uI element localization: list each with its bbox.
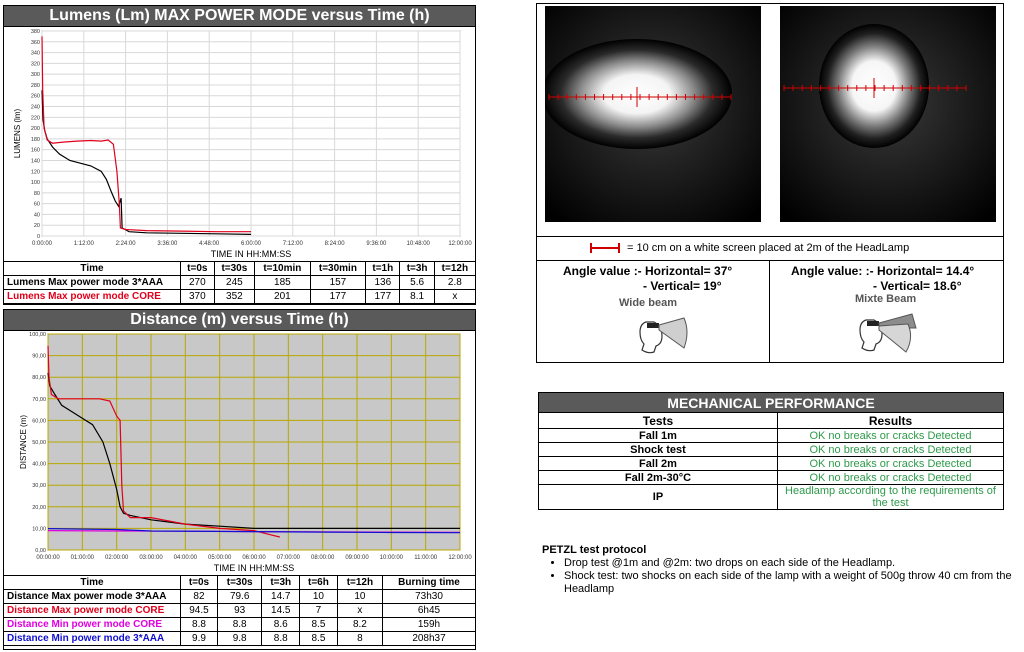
y-tick-label: 140 xyxy=(30,158,40,165)
scale-legend-text: = 10 cm on a white screen placed at 2m of the HeadLamp xyxy=(627,242,910,254)
y-tick-label: 300 xyxy=(30,72,40,79)
lumens-table-header-cell: t=1h xyxy=(366,262,400,276)
lumens-table-cell: 352 xyxy=(214,290,254,304)
protocol-item: • Shock test: two shocks on each side of the lamp with a weight of 500g throw 40 cm from the Headlamp xyxy=(564,570,1020,596)
lumens-table-cell: 177 xyxy=(310,290,366,304)
beam-panel xyxy=(536,3,1004,363)
y-tick-label: 220 xyxy=(30,115,40,122)
protocol-list xyxy=(542,557,1020,596)
wide-beam-photo xyxy=(545,6,761,222)
lumens-table-cell: 185 xyxy=(255,276,311,290)
x-tick-label: 02:00:00 xyxy=(104,555,129,561)
distance-table-row xyxy=(4,632,476,646)
lumens-table-cell: 177 xyxy=(366,290,400,304)
distance-table-row xyxy=(4,604,476,618)
distance-table-cell: 79.6 xyxy=(217,590,261,604)
y-tick-label: 200 xyxy=(30,126,40,133)
mixte-beam-label: Mixte Beam xyxy=(855,293,917,305)
distance-table-cell: 14.7 xyxy=(262,590,300,604)
mechanical-title: MECHANICAL PERFORMANCE xyxy=(539,393,1004,413)
y-tick-label: 20 xyxy=(33,223,40,230)
x-tick-label: 2:24:00 xyxy=(115,241,136,247)
y-tick-label: 80 xyxy=(33,190,40,197)
lumens-table-cell: 2.8 xyxy=(434,276,475,290)
distance-table-cell: 6h45 xyxy=(383,604,476,618)
y-tick-label: 120 xyxy=(30,169,40,176)
lumens-chart xyxy=(8,28,472,263)
lumens-table-header-cell: t=30min xyxy=(310,262,366,276)
distance-table-row-label: Distance Max power mode 3*AAA xyxy=(4,590,181,604)
x-tick-label: 1:12:00 xyxy=(73,241,94,247)
y-tick-label: 60 xyxy=(33,201,40,208)
distance-table-row xyxy=(4,590,476,604)
y-tick-label: 100 xyxy=(30,180,40,187)
lumens-table-header-cell: t=3h xyxy=(400,262,434,276)
x-tick-label: 9:36:00 xyxy=(366,241,387,247)
lumens-table-header-cell: t=30s xyxy=(214,262,254,276)
x-tick-label: 07:00:00 xyxy=(276,555,301,561)
lumens-table-header-cell: t=10min xyxy=(255,262,311,276)
beam-divider-v xyxy=(769,260,770,362)
mechanical-row xyxy=(539,471,1004,485)
distance-table-header-cell: Time xyxy=(4,576,181,590)
distance-table-header-cell: t=12h xyxy=(337,576,382,590)
wide-beam-label: Wide beam xyxy=(619,297,677,309)
x-tick-label: 01:00:00 xyxy=(70,555,95,561)
distance-panel-title: Distance (m) versus Time (h) xyxy=(3,309,476,331)
distance-table-cell: 82 xyxy=(181,590,218,604)
distance-table-header-cell: Burning time xyxy=(383,576,476,590)
distance-table-cell: 7 xyxy=(300,604,338,618)
distance-table-cell: 94.5 xyxy=(181,604,218,618)
y-tick-label: 260 xyxy=(30,93,40,100)
mixte-angle-line1: Angle value: :- Horizontal= 14.4° xyxy=(791,264,975,278)
mechanical-col-results: Results xyxy=(778,413,1004,429)
y-tick-label: 0,00 xyxy=(35,548,46,554)
x-tick-label: 6:00:00 xyxy=(240,241,262,247)
distance-table-cell: 10 xyxy=(337,590,382,604)
y-tick-label: 80,00 xyxy=(32,375,46,382)
distance-table-row xyxy=(4,618,476,632)
x-tick-label: 11:00:00 xyxy=(414,555,438,561)
y-tick-label: 40 xyxy=(33,212,40,219)
lumens-panel-title: Lumens (Lm) MAX POWER MODE versus Time (h) xyxy=(3,5,476,27)
distance-table-cell: 14.5 xyxy=(262,604,300,618)
x-tick-label: 06:00:00 xyxy=(242,555,266,561)
x-tick-label: 4:48:00 xyxy=(199,241,220,247)
y-axis-title: LUMENS (lm) xyxy=(13,108,22,159)
distance-table-cell: 73h30 xyxy=(383,590,476,604)
mechanical-row xyxy=(539,429,1004,443)
mechanical-table xyxy=(538,392,1004,510)
x-tick-label: 8:24:00 xyxy=(324,241,345,247)
y-tick-label: 320 xyxy=(30,61,40,68)
lumens-table-cell: 5.6 xyxy=(400,276,434,290)
distance-table-cell: 9.8 xyxy=(217,632,261,646)
mechanical-row xyxy=(539,457,1004,471)
x-tick-label: 12:00:00 xyxy=(448,555,472,561)
distance-table-cell: 8.8 xyxy=(217,618,261,632)
y-tick-label: 160 xyxy=(30,147,40,154)
mixte-beam-photo xyxy=(780,6,996,222)
distance-table-cell: 8.5 xyxy=(300,632,338,646)
mechanical-test-name: Shock test xyxy=(539,443,778,457)
x-tick-label: 7:12:00 xyxy=(282,241,303,247)
x-tick-label: 00:00:00 xyxy=(36,555,60,561)
y-tick-label: 20,00 xyxy=(32,504,46,511)
distance-table-cell: 159h xyxy=(383,618,476,632)
y-tick-label: 10,00 xyxy=(32,526,46,533)
mechanical-test-result: OK no breaks or cracks Detected xyxy=(778,471,1004,485)
mechanical-test-name: Fall 1m xyxy=(539,429,778,443)
lumens-table-cell: 245 xyxy=(214,276,254,290)
lumens-table-cell: x xyxy=(434,290,475,304)
distance-panel xyxy=(3,309,476,650)
lumens-table xyxy=(3,261,476,304)
x-axis-title: TIME IN HH:MM:SS xyxy=(210,249,292,259)
y-tick-label: 340 xyxy=(30,50,40,57)
y-tick-label: 180 xyxy=(30,136,40,143)
mechanical-test-name: Fall 2m-30°C xyxy=(539,471,778,485)
x-tick-label: 10:00:00 xyxy=(379,555,404,561)
distance-table-cell: 8.2 xyxy=(337,618,382,632)
distance-table-cell: 8.6 xyxy=(262,618,300,632)
lumens-table-row-label: Lumens Max power mode CORE xyxy=(4,290,181,304)
beam-divider-h xyxy=(537,236,1003,237)
lumens-table-cell: 157 xyxy=(310,276,366,290)
scale-legend-icon xyxy=(589,242,621,254)
distance-table-cell: 93 xyxy=(217,604,261,618)
distance-table-cell: 10 xyxy=(300,590,338,604)
distance-table-header-cell: t=0s xyxy=(181,576,218,590)
distance-table-row-label: Distance Max power mode CORE xyxy=(4,604,181,618)
x-tick-label: 12:00:00 xyxy=(448,241,472,247)
x-tick-label: 03:00:00 xyxy=(139,555,163,561)
lumens-table-header-cell: t=12h xyxy=(434,262,475,276)
mechanical-row xyxy=(539,443,1004,457)
mechanical-test-name: Fall 2m xyxy=(539,457,778,471)
x-tick-label: 10:48:00 xyxy=(406,241,430,247)
mechanical-test-name: IP xyxy=(539,485,778,510)
lumens-table-row-label: Lumens Max power mode 3*AAA xyxy=(4,276,181,290)
distance-table-cell: 8.8 xyxy=(181,618,218,632)
distance-table xyxy=(3,575,476,646)
distance-table-cell: x xyxy=(337,604,382,618)
y-tick-label: 360 xyxy=(30,39,40,46)
distance-table-cell: 8.8 xyxy=(262,632,300,646)
wide-beam-head-icon xyxy=(632,310,692,360)
x-tick-label: 3:36:00 xyxy=(157,241,178,247)
y-axis-title: DISTANCE (m) xyxy=(19,414,28,470)
lumens-table-cell: 136 xyxy=(366,276,400,290)
y-tick-label: 40,00 xyxy=(32,461,46,468)
beam-divider-h2 xyxy=(537,260,1003,261)
lumens-table-cell: 201 xyxy=(255,290,311,304)
y-tick-label: 100,00 xyxy=(29,332,46,338)
y-tick-label: 70,00 xyxy=(32,396,46,403)
lumens-panel xyxy=(3,5,476,305)
mechanical-test-result: OK no breaks or cracks Detected xyxy=(778,443,1004,457)
y-tick-label: 280 xyxy=(30,82,40,89)
distance-table-header-cell: t=3h xyxy=(262,576,300,590)
mixte-angle-line2: - Vertical= 18.6° xyxy=(873,279,962,293)
wide-angle-line1: Angle value :- Horizontal= 37° xyxy=(563,264,733,278)
distance-table-cell: 9.9 xyxy=(181,632,218,646)
protocol-block xyxy=(542,544,1020,596)
y-tick-label: 50,00 xyxy=(32,440,46,446)
x-tick-label: 0:00:00 xyxy=(31,241,53,247)
wide-angle-line2: - Vertical= 19° xyxy=(643,279,722,293)
lumens-table-header-cell: t=0s xyxy=(181,262,215,276)
y-tick-label: 240 xyxy=(30,104,40,111)
y-tick-label: 60,00 xyxy=(32,418,46,425)
lumens-table-cell: 370 xyxy=(181,290,215,304)
distance-table-header-cell: t=6h xyxy=(300,576,338,590)
distance-table-row-label: Distance Min power mode 3*AAA xyxy=(4,632,181,646)
distance-table-cell: 8 xyxy=(337,632,382,646)
mechanical-test-result: OK no breaks or cracks Detected xyxy=(778,429,1004,443)
x-axis-title: TIME IN HH:MM:SS xyxy=(213,563,295,573)
y-tick-label: 0 xyxy=(36,234,40,240)
x-tick-label: 05:00:00 xyxy=(207,555,232,561)
x-tick-label: 09:00:00 xyxy=(345,555,369,561)
y-tick-label: 380 xyxy=(30,29,40,35)
distance-table-row-label: Distance Min power mode CORE xyxy=(4,618,181,632)
lumens-table-cell: 8.1 xyxy=(400,290,434,304)
distance-table-header-cell: t=30s xyxy=(217,576,261,590)
distance-table-cell: 8.5 xyxy=(300,618,338,632)
mechanical-col-tests: Tests xyxy=(539,413,778,429)
protocol-item: • Drop test @1m and @2m: two drops on each side of the Headlamp. xyxy=(564,557,1020,570)
mechanical-test-result: Headlamp according to the requirements of the test xyxy=(778,485,1004,510)
x-tick-label: 08:00:00 xyxy=(310,555,335,561)
lumens-table-header-cell: Time xyxy=(4,262,181,276)
lumens-table-cell: 270 xyxy=(181,276,215,290)
distance-table-cell: 208h37 xyxy=(383,632,476,646)
lumens-table-row xyxy=(4,276,476,290)
y-tick-label: 90,00 xyxy=(32,353,46,360)
mechanical-test-result: OK no breaks or cracks Detected xyxy=(778,457,1004,471)
mechanical-row xyxy=(539,485,1004,510)
mixte-beam-head-icon xyxy=(852,306,922,360)
y-tick-label: 30,00 xyxy=(32,483,46,490)
x-tick-label: 04:00:00 xyxy=(173,555,198,561)
distance-chart xyxy=(8,331,472,575)
protocol-title: PETZL test protocol xyxy=(542,544,647,556)
lumens-table-row xyxy=(4,290,476,304)
